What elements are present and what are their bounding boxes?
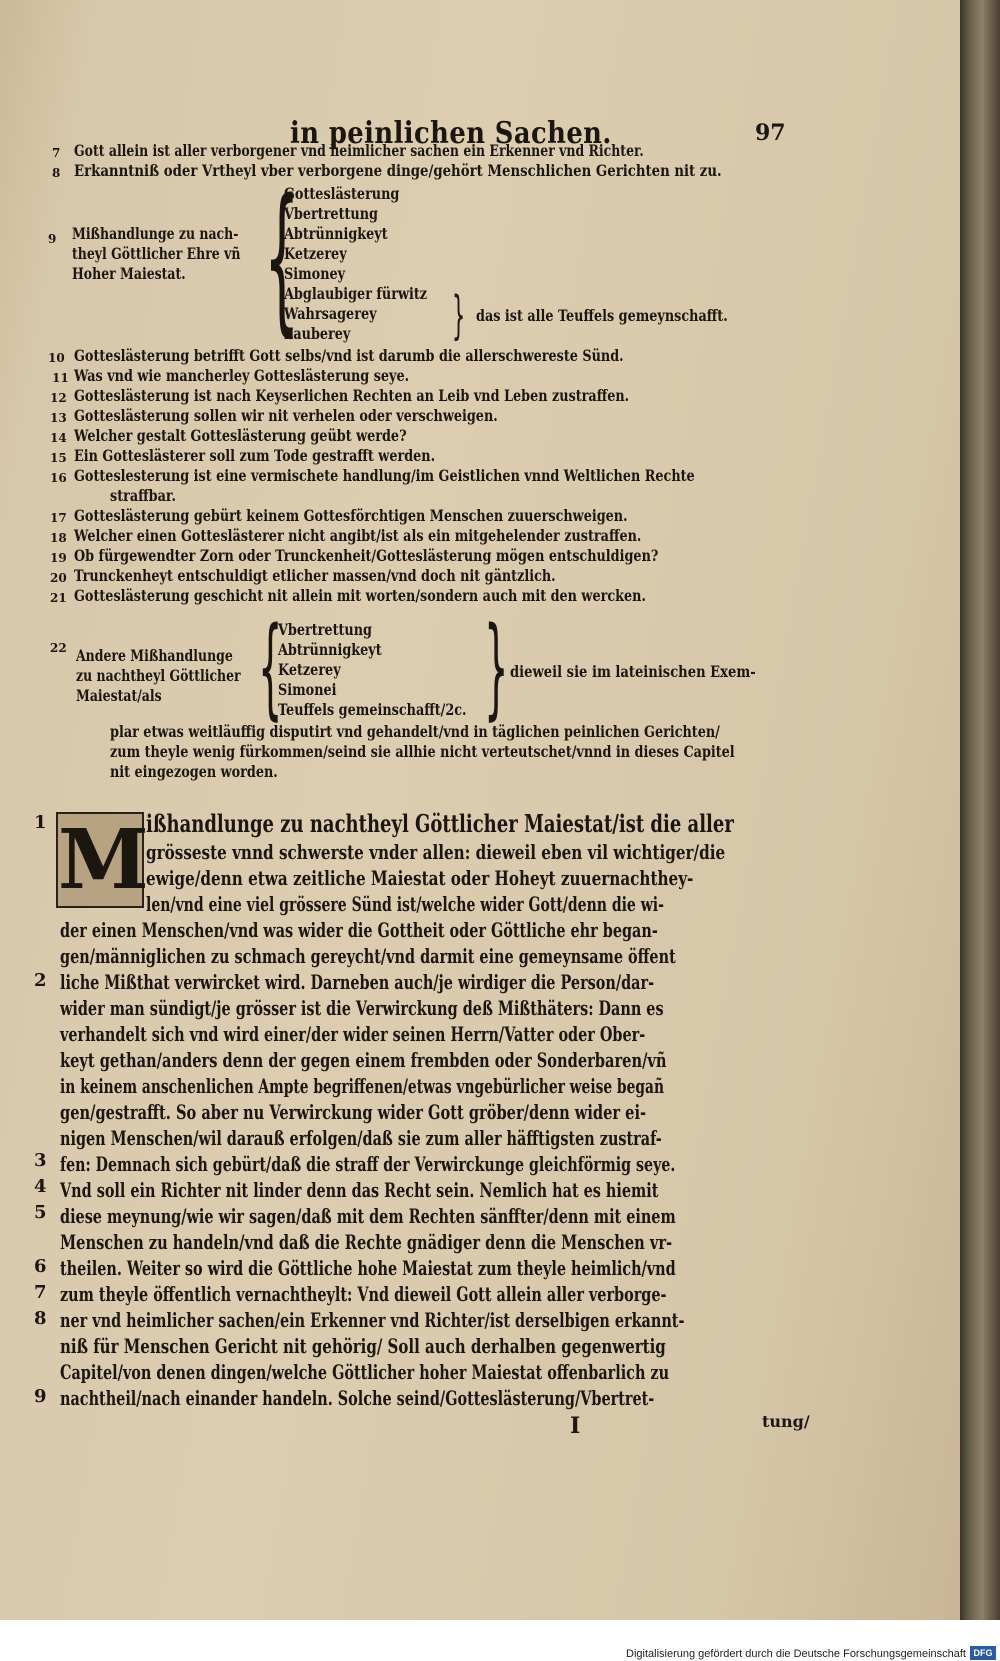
body-line: theilen. Weiter so wird die Göttliche hohe Maiestat zum theyle heimlich/vnd — [60, 1256, 676, 1280]
summary-line: Welcher gestalt Gotteslästerung geübt werde? — [74, 426, 407, 445]
group-item: Teuffels gemeinschafft/2c. — [278, 700, 467, 719]
summary-number: 18 — [50, 531, 67, 545]
summary-line: Gotteslästerung geschicht nit allein mit worten/sondern auch mit den wercken. — [74, 586, 646, 605]
margin-number: 5 — [34, 1202, 47, 1223]
margin-number: 6 — [34, 1256, 47, 1277]
page-number: 97 — [755, 120, 786, 146]
summary-number: 8 — [52, 166, 61, 180]
body-line: Vnd soll ein Richter nit linder denn das Recht sein. Nemlich hat es hiemit — [60, 1178, 659, 1202]
margin-number: 2 — [34, 970, 47, 991]
summary-number: 11 — [52, 371, 69, 385]
summary-number: 19 — [50, 551, 67, 565]
summary-line: Welcher einen Gotteslästerer nicht angibt/ist als ein mitgehelender zustraffen. — [74, 526, 642, 545]
group-item: Wahrsagerey — [284, 304, 377, 323]
group-item: Vbertrettung — [284, 204, 378, 223]
summary-line-continuation: straffbar. — [110, 486, 176, 505]
summary-number: 14 — [50, 431, 67, 445]
body-line: diese meynung/wie wir sagen/daß mit dem Rechten sänffter/denn mit einem — [60, 1204, 676, 1228]
group-item: Simoney — [284, 264, 346, 283]
group-item: Vbertrettung — [278, 620, 372, 639]
left-brace: { — [258, 603, 283, 731]
summary-number: 9 — [48, 232, 57, 246]
summary-number: 10 — [48, 351, 65, 365]
group-label: zu nachtheyl Göttlicher — [76, 666, 241, 685]
group-label: Maiestat/als — [76, 686, 162, 705]
catchword: tung/ — [762, 1412, 810, 1431]
group-item: Abglaubiger fürwitz — [284, 284, 428, 303]
right-brace: } — [452, 286, 466, 346]
summary-number: 16 — [50, 471, 67, 485]
group-item: Ketzerey — [284, 244, 347, 263]
summary-line: Ob fürgewendter Zorn oder Trunckenheit/Gotteslästerung mögen entschuldigen? — [74, 546, 659, 565]
group-item: Simonei — [278, 680, 337, 699]
running-title: in peinlichen Sachen. — [290, 116, 612, 151]
summary-line: Gotteslästerung ist nach Keyserlichen Rechten an Leib vnd Leben zustraffen. — [74, 386, 630, 405]
margin-number: 1 — [34, 812, 47, 833]
summary-line: Gotteslästerung gebürt keinem Gottesförchtigen Menschen zuuerschweigen. — [74, 506, 628, 525]
left-brace: { — [264, 164, 300, 351]
body-line: keyt gethan/anders denn der gegen einem frembden oder Sonderbaren/vñ — [60, 1048, 667, 1072]
summary-line: Gotteslästerung sollen wir nit verhelen oder verschweigen. — [74, 406, 498, 425]
summary-line: Gotteslesterung ist eine vermischete handlung/im Geistlichen vnnd Weltlichen Rechte — [74, 466, 695, 485]
margin-number: 8 — [34, 1308, 47, 1329]
body-line: ner vnd heimlicher sachen/ein Erkenner vnd Richter/ist derselbigen erkannt- — [60, 1308, 685, 1332]
group-item: Abtrünnigkeyt — [278, 640, 382, 659]
body-line: ißhandlunge zu nachtheyl Göttlicher Maiestat/ist die aller — [146, 809, 734, 838]
margin-number: 9 — [34, 1386, 47, 1407]
body-line: fen: Demnach sich gebürt/daß die straff der Verwirckunge gleichförmig seye. — [60, 1152, 676, 1176]
summary-number: 17 — [50, 511, 67, 525]
body-line: gen/gestrafft. So aber nu Verwirckung wider Gott gröber/denn wider ei- — [60, 1100, 647, 1124]
body-line: len/vnd eine viel grössere Sünd ist/welche wider Gott/denn die wi- — [146, 892, 664, 916]
body-line: Menschen zu handeln/vnd daß die Rechte gnädiger denn die Menschen vr- — [60, 1230, 673, 1254]
body-line: in keinem anschenlichen Ampte begriffenen/etwas vngebürlicher weise begañ — [60, 1074, 664, 1098]
summary-number: 7 — [52, 146, 61, 160]
margin-number: 3 — [34, 1150, 47, 1171]
body-line: gen/männiglichen zu schmach gereycht/vnd darmit eine gemeynsame öffent — [60, 944, 676, 968]
summary-line: Gotteslästerung betrifft Gott selbs/vnd ist darumb die allerschwereste Sünd. — [74, 346, 624, 365]
body-line: nachtheil/nach einander handeln. Solche seind/Gotteslästerung/Vbertret- — [60, 1386, 655, 1410]
body-line: ewige/denn etwa zeitliche Maiestat oder Hoheyt zuuernachthey- — [146, 866, 694, 890]
summary-line: Ein Gotteslästerer soll zum Tode gestrafft werden. — [74, 446, 436, 465]
group-label: Andere Mißhandlunge — [76, 646, 233, 665]
margin-number: 7 — [34, 1282, 47, 1303]
body-line: zum theyle öffentlich vernachtheylt: Vnd dieweil Gott allein aller verborge- — [60, 1282, 667, 1306]
group-item: Ketzerey — [278, 660, 341, 679]
summary-line-continuation: zum theyle wenig fürkommen/seind sie allhie nicht verteutschet/vnnd in dieses Capitel — [110, 742, 735, 761]
body-line: Capitel/von denen dingen/welche Göttlicher hoher Maiestat offenbarlich zu — [60, 1360, 670, 1384]
summary-line: Was vnd wie mancherley Gotteslästerung seye. — [74, 366, 410, 385]
group-label: theyl Göttlicher Ehre vñ — [72, 244, 241, 263]
signature-mark: I — [570, 1413, 581, 1439]
summary-line: Gott allein ist aller verborgener vnd heimlicher sachen ein Erkenner vnd Richter. — [74, 141, 644, 160]
margin-number: 4 — [34, 1176, 47, 1197]
summary-line-continuation: nit eingezogen worden. — [110, 762, 278, 781]
body-line: liche Mißthat verwircket wird. Darneben auch/je wirdiger die Person/dar- — [60, 970, 655, 994]
body-line: nigen Menschen/wil darauß erfolgen/daß sie zum aller häfftigsten zustraf- — [60, 1126, 662, 1150]
body-line: verhandelt sich vnd wird einer/der wider seinen Herrn/Vatter oder Ober- — [60, 1022, 646, 1046]
summary-number: 12 — [50, 391, 67, 405]
group-label: Hoher Maiestat. — [72, 264, 186, 283]
group-item: Zauberey — [284, 324, 351, 343]
summary-line: Trunckenheyt entschuldigt etlicher massen/vnd doch nit gäntzlich. — [74, 566, 556, 585]
body-line: grösseste vnnd schwerste vnder allen: dieweil eben vil wichtiger/die — [146, 840, 726, 864]
summary-number: 20 — [50, 571, 67, 585]
summary-line-continuation: plar etwas weitläuffig disputirt vnd gehandelt/vnd in täglichen peinlichen Gerichten/ — [110, 722, 720, 741]
summary-line: Erkanntniß oder Vrtheyl vber verborgene dinge/gehört Menschlichen Gerichten nit zu. — [74, 161, 722, 180]
summary-number: 13 — [50, 411, 67, 425]
footer-credit: Digitalisierung gefördert durch die Deutsche Forschungsgemeinschaft — [626, 1648, 966, 1660]
summary-number: 22 — [50, 641, 67, 655]
group-aside: das ist alle Teuffels gemeynschafft. — [476, 306, 728, 325]
right-brace: } — [484, 603, 509, 731]
group-aside: dieweil sie im lateinischen Exem- — [510, 662, 756, 681]
group-item: Gotteslästerung — [284, 184, 400, 203]
book-edge — [960, 0, 1000, 1620]
summary-number: 21 — [50, 591, 67, 605]
dfg-logo: DFG — [970, 1646, 996, 1660]
group-item: Abtrünnigkeyt — [284, 224, 388, 243]
body-line: wider man sündigt/je grösser ist die Verwirckung deß Mißthäters: Dann es — [60, 996, 664, 1020]
group-label: Mißhandlunge zu nach- — [72, 224, 239, 243]
decorated-initial: M — [58, 812, 149, 908]
body-line: der einen Menschen/vnd was wider die Gottheit oder Göttliche ehr began- — [60, 918, 658, 942]
body-line: niß für Menschen Gericht nit gehörig/ Soll auch derhalben gegenwertig — [60, 1334, 666, 1358]
summary-number: 15 — [50, 451, 67, 465]
